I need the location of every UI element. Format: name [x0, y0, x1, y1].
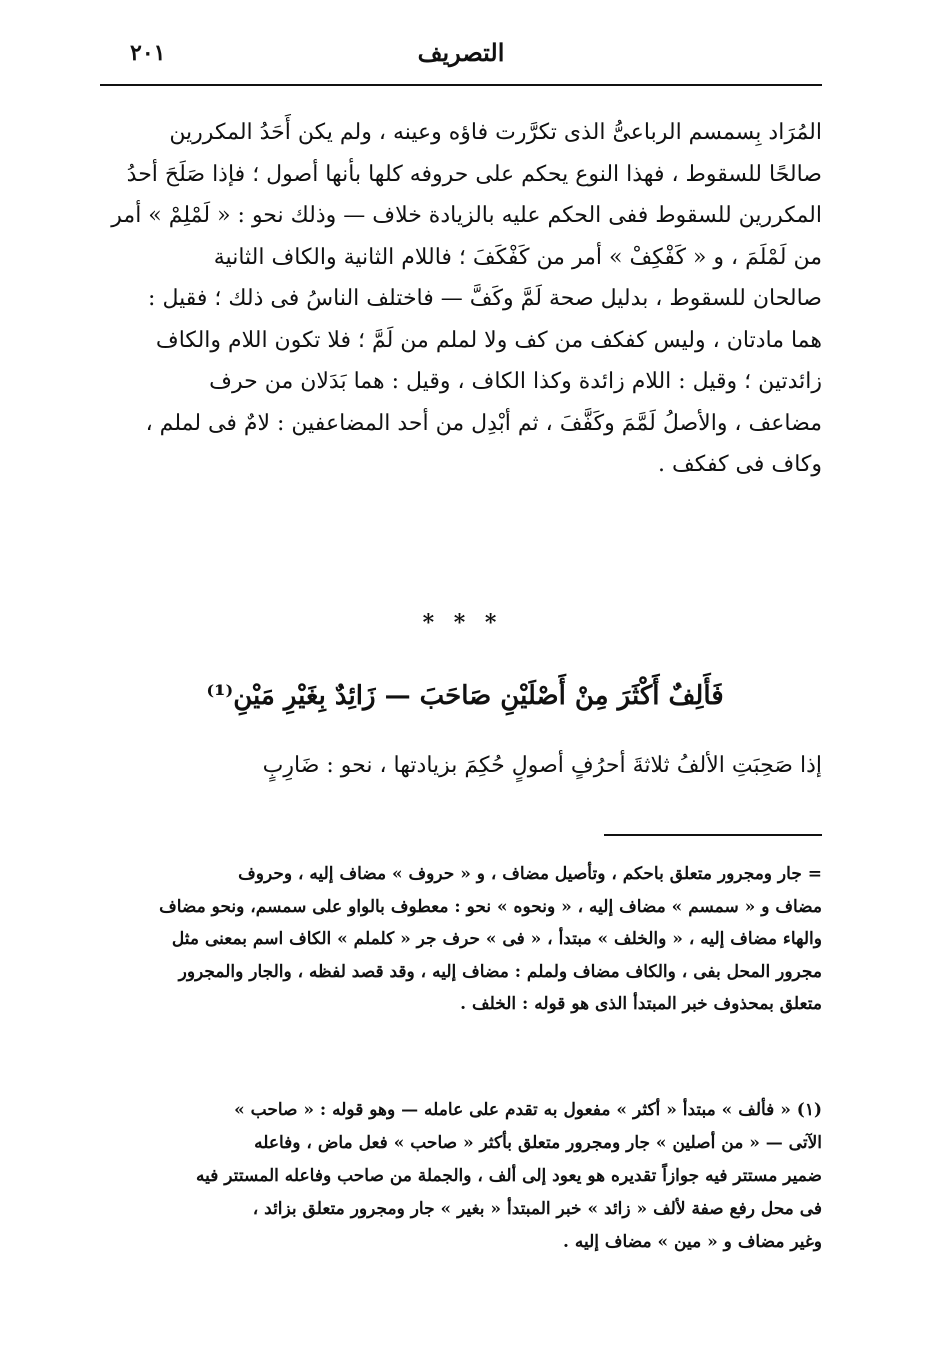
- footnote-line: = جار ومجرور متعلق باحكم ، وتأصيل مضاف ، و « حروف » مضاف إليه ، وحروف: [238, 864, 822, 884]
- body-line: صالحان للسقوط ، بدليل صحة لَمَّ وكَفَّ — فاختلف الناسُ فى ذلك ؛ فقيل :: [148, 286, 822, 311]
- body-line: المُرَاد بِسمسم الرباعىُّ الذى تكرَّرت فاؤه وعينه ، ولم يكن أَحَدُ المكررين: [169, 120, 822, 145]
- body-line: من لَمْلَمَ ، و « كَفْكِفْ » أمر من كَفْكَفَ ؛ فاللام الثانية والكاف الثانية: [213, 244, 822, 270]
- footnote-line: (١) « فألف » مبتدأ « أكثر » مفعول به تقدم على عامله — وهو قوله : « صاحب »: [234, 1100, 822, 1120]
- page-number: ٢٠١: [130, 40, 166, 66]
- section-separator: * * *: [422, 610, 503, 636]
- poetry-verse: فَأَلِفٌ أَكْثَرَ مِنْ أَصْلَيْنِ صَاحَبَ — زَائِدٌ بِغَيْرِ مَيْنِ⁽¹⁾: [206, 681, 724, 711]
- body-line: وكاف فى كفكف .: [658, 452, 822, 477]
- footnote-line: الآتى — « من أصلين » جار ومجرور متعلق بأكثر « صاحب » فعل ماض ، وفاعله: [254, 1133, 822, 1153]
- footnote-line: فى محل رفع صفة لألف « زائد » خبر المبتدأ « بغير » جار ومجرور متعلق بزائد ،: [252, 1199, 822, 1219]
- body-line: زائدتين ؛ وقيل : اللام زائدة وكذا الكاف ، وقيل : هما بَدَلان من حرف: [209, 369, 822, 394]
- footnote-line: مضاف و « سمسم » مضاف إليه ، « ونحوه » نحو : معطوف بالواو على سمسم، ونحو مضاف: [159, 896, 822, 917]
- footnote-1: [100, 1094, 822, 1259]
- body-line: هما مادتان ، وليس كفكف من كف ولا لملم من لَمَّ ؛ فلا تكون اللام والكاف: [155, 327, 822, 353]
- page-header: [100, 32, 822, 86]
- footnote-divider: [604, 834, 822, 836]
- body-line: مضاعف ، والأصلُ لَمَّمَ وكَفَّفَ ، ثم أبْدِل من أحد المضاعفين : لامٌ فى لملم ،: [145, 410, 822, 436]
- body-line: صالحًا للسقوط ، فهذا النوع يحكم على حروفه كلها بأنها أصول ؛ فإذا صَلَحَ أحدُ: [126, 161, 822, 187]
- verse-explanation: إذا صَحِبَتِ الألفُ ثلاثةَ أحرُفٍ أصولٍ حُكِمَ بزيادتها ، نحو : ضَارِبٍ: [262, 753, 822, 778]
- footnote-line: مجرور المحل بفى ، والكاف مضاف ولملم : مضاف إليه ، وقد قصد لفظه ، والجار والمجرور: [178, 961, 822, 982]
- footnote-line: ضمير مستتر فيه جوازاً تقديره هو يعود إلى ألف ، والجملة من صاحب وفاعله المستتر فيه: [196, 1166, 822, 1186]
- footnote-continued: [100, 858, 822, 1021]
- footnote-line: والهاء مضاف إليه ، « والخلف » مبتدأ ، « فى » حرف جر « كلملم » الكاف اسم بمعنى مثل: [171, 929, 822, 949]
- footnote-line: متعلق بمحذوف خبر المبتدأ الذى هو قوله : الخلف .: [460, 994, 822, 1014]
- body-line: المكررين للسقوط ففى الحكم عليه بالزيادة خلاف — وذلك نحو : « لَمْلِمْ » أمر: [111, 203, 822, 228]
- main-paragraph: [100, 112, 822, 486]
- page-title: التصريف: [417, 38, 505, 67]
- footnote-line: وغير مضاف و « مين » مضاف إليه .: [563, 1232, 822, 1252]
